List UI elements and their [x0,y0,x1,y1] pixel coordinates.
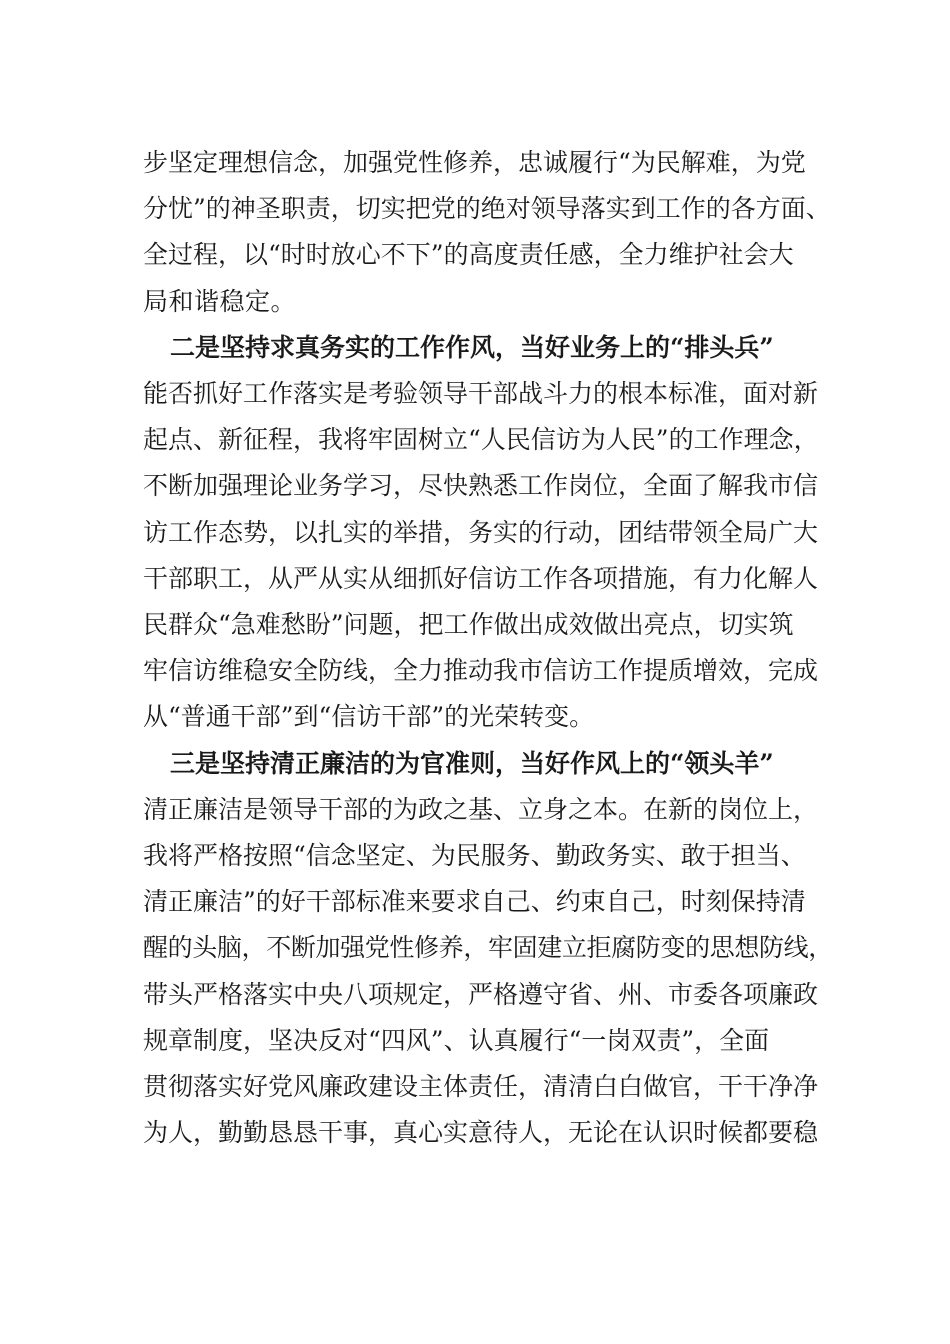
section-heading: 二是坚持求真务实的工作作风，当好业务上的“排头兵” [170,332,774,362]
paragraph-line: 为人，勤勤恳恳干事，真心实意待人，无论在认识时候都要稳 [143,1118,819,1148]
paragraph-line: 醒的头脑，不断加强党性修养，牢固建立拒腐防变的思想防线， [143,933,833,963]
paragraph-line: 起点、新征程，我将牢固树立“人民信访为人民”的工作理念， [143,425,819,455]
paragraph-line: 牢信访维稳安全防线，全力推动我市信访工作提质增效，完成 [143,656,819,686]
paragraph-line: 清正廉洁”的好干部标准来要求自己、约束自己，时刻保持清 [143,887,806,917]
paragraph-line: 不断加强理论业务学习，尽快熟悉工作岗位，全面了解我市信 [143,471,819,501]
paragraph-line: 从“普通干部”到“信访干部”的光荣转变。 [143,702,595,732]
paragraph-line: 规章制度，坚决反对“四风”、认真履行“一岗双责”，全面 [143,1025,770,1055]
paragraph-line: 民群众“急难愁盼”问题，把工作做出成效做出亮点，切实筑 [143,610,794,639]
paragraph-line: 分忧”的神圣职责，切实把党的绝对领导落实到工作的各方面、 [143,194,831,224]
paragraph-line: 能否抓好工作落实是考验领导干部战斗力的根本标准，面对新 [143,379,819,408]
paragraph-line: 访工作态势，以扎实的举措，务实的行动，团结带领全局广大 [143,517,819,547]
section-heading: 三是坚持清正廉洁的为官准则，当好作风上的“领头羊” [170,748,774,778]
paragraph-line: 贯彻落实好党风廉政建设主体责任，清清白白做官，干干净净 [143,1072,819,1101]
paragraph-line: 干部职工，从严从实从细抓好信访工作各项措施，有力化解人 [143,563,819,593]
paragraph-line: 带头严格落实中央八项规定，严格遵守省、州、市委各项廉政 [143,979,819,1009]
paragraph-line: 步坚定理想信念，加强党性修养，忠诚履行“为民解难，为党 [143,148,806,177]
paragraph-line: 我将严格按照“信念坚定、为民服务、勤政务实、敢于担当、 [143,841,806,870]
paragraph-line: 全过程，以“时时放心不下”的高度责任感，全力维护社会大 [143,240,794,270]
paragraph-line: 局和谐稳定。 [143,286,297,316]
paragraph-line: 清正廉洁是领导干部的为政之基、立身之本。在新的岗位上， [143,794,819,824]
